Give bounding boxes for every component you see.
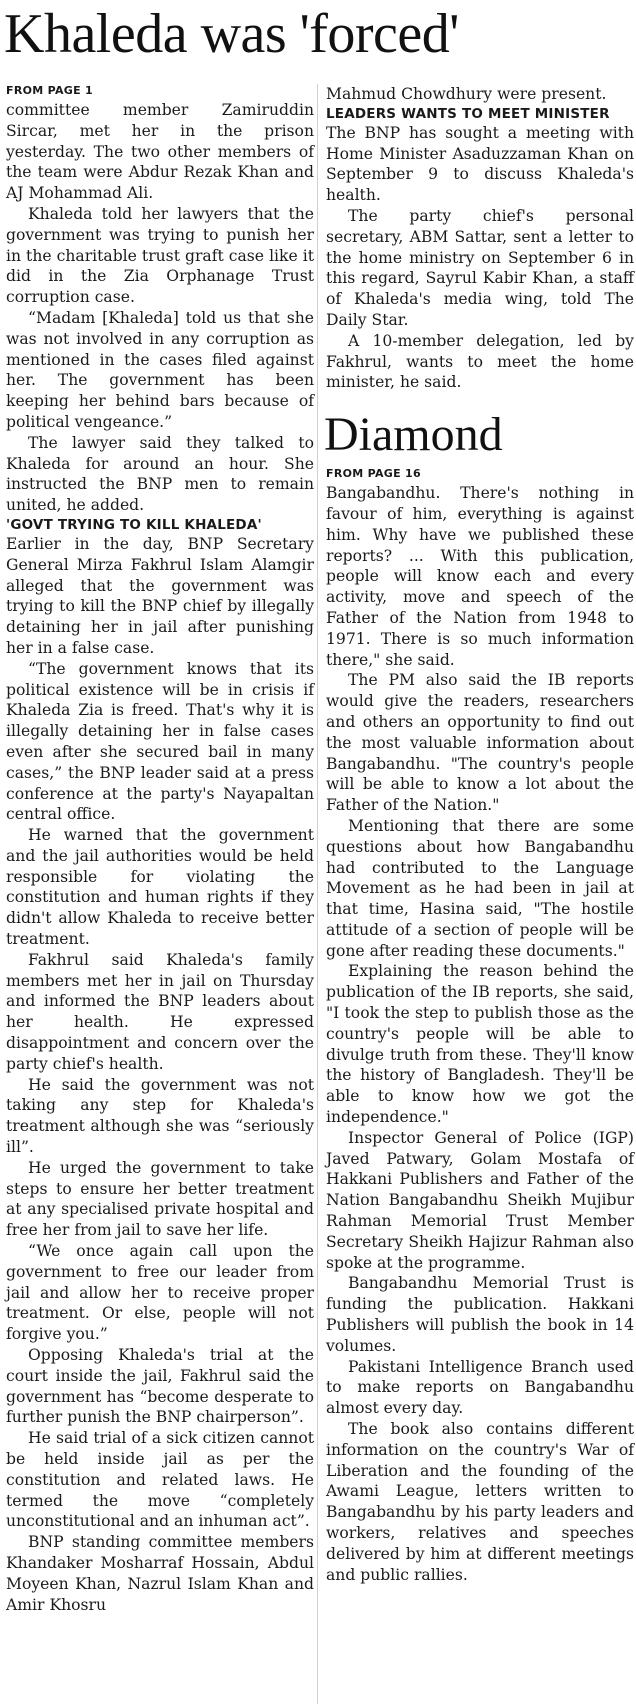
paragraph: He said the government was not taking any step for Khaleda's treatment although she was “seriously ill”. <box>6 1075 314 1157</box>
paragraph: Fakhrul said Khaleda's family members met her in jail on Thursday and informed the BNP leaders about her health. He expressed disappointment and concern over the party chief's health. <box>6 950 314 1073</box>
right-column <box>326 84 634 1585</box>
paragraph: “Madam [Khaleda] told us that she was not involved in any corruption as mentioned in the cases filed against her. The government has been keeping her behind bars because of political vengeance.” <box>6 308 314 431</box>
paragraph: Bangabandhu Memorial Trust is funding the publication. Hakkani Publishers will publish the book in 14 volumes. <box>326 1274 634 1355</box>
paragraph: BNP standing committee members Khandaker Mosharraf Hossain, Abdul Moyeen Khan, Nazrul Islam Khan and Amir Khosru <box>6 1533 314 1614</box>
paragraph: The book also contains different information on the country's War of Liberation and the founding of the Awami League, letters written to Bangabandhu by his party leaders and workers, relatives and speeches delivered by him at different meetings and public rallies. <box>326 1420 634 1584</box>
subheading: 'GOVT TRYING TO KILL KHALEDA' <box>6 516 262 533</box>
paragraph: The party chief's personal secretary, ABM Sattar, sent a letter to the home ministry on September 6 in this regard, Sayrul Kabir Khan, a staff of Khaleda's media wing, told The Daily Star. <box>326 206 634 329</box>
jump-kicker: FROM PAGE 16 <box>326 467 421 481</box>
paragraph: The PM also said the IB reports would give the readers, researchers and others an opportunity to find out the most valuable information about Bangabandhu. "The country's people will be able to know a lot about the Father of the Nation." <box>326 671 634 815</box>
jump-kicker: FROM PAGE 1 <box>6 84 94 97</box>
article-headline-diamond: Diamond <box>324 408 503 462</box>
paragraph: Earlier in the day, BNP Secretary General Mirza Fakhrul Islam Alamgir alleged that the government was trying to kill the BNP chief by illegally detaining her in jail after punishing her in a false case. <box>6 534 314 657</box>
article-headline-khaleda: Khaleda was 'forced' <box>4 3 459 65</box>
column-divider <box>317 84 318 1704</box>
left-column <box>6 84 314 1615</box>
paragraph: “The government knows that its political existence will be in crisis if Khaleda Zia is freed. That's why it is illegally detaining her in false cases even after she secured bail in many cases,” the BNP leader said at a press conference at the party's Nayapaltan central office. <box>6 659 314 824</box>
paragraph: He urged the government to take steps to ensure her better treatment at any specialised private hospital and free her from jail to save her life. <box>6 1158 314 1240</box>
paragraph: He said trial of a sick citizen cannot be held inside jail as per the constitution and related laws. He termed the move “completely unconstitutional and an inhuman act”. <box>6 1429 314 1531</box>
paragraph: Khaleda told her lawyers that the government was trying to punish her in the charitable trust graft case like it did in the Zia Orphanage Trust corruption case. <box>6 204 314 307</box>
paragraph: Opposing Khaleda's trial at the court inside the jail, Fakhrul said the government has “become desperate to further punish the BNP chairperson”. <box>6 1346 314 1427</box>
paragraph: A 10-member delegation, led by Fakhrul, wants to meet the home minister, he said. <box>326 331 634 392</box>
paragraph: The lawyer said they talked to Khaleda for around an hour. She instructed the BNP men to remain united, he added. <box>6 433 314 515</box>
paragraph: Pakistani Intelligence Branch used to make reports on Bangabandhu almost every day. <box>326 1357 634 1418</box>
paragraph: Inspector General of Police (IGP) Javed Patwary, Golam Mostafa of Hakkani Publishers and Father of the Nation Bangabandhu Sheikh Mujibur Rahman Memorial Trust Member Secretary Sheikh Hajizur Rahman also spoke at the programme. <box>326 1128 634 1272</box>
subheading: LEADERS WANTS TO MEET MINISTER <box>326 105 610 122</box>
paragraph: He warned that the government and the jail authorities would be held responsible for violating the constitution and human rights if they didn't allow Khaleda to receive better treatment. <box>6 826 314 949</box>
paragraph: Bangabandhu. There's nothing in favour of him, everything is against him. Why have we published these reports? ... With this publication, people will know each and every activity, move and speech of the Father of the Nation from 1948 to 1971. There is so much information there," she said. <box>326 484 634 669</box>
paragraph: The BNP has sought a meeting with Home Minister Asaduzzaman Khan on September 9 to discuss Khaleda's health. <box>326 123 634 205</box>
paragraph: “We once again call upon the government to free our leader from jail and allow her to receive proper treatment. Or else, people will not forgive you.” <box>6 1242 314 1344</box>
paragraph: Mahmud Chowdhury were present. <box>326 85 607 103</box>
paragraph: Mentioning that there are some questions about how Bangabandhu had contributed to the Language Movement as he had been in jail at that time, Hasina said, "The hostile attitude of a section of people will be gone after reading these documents." <box>326 816 634 960</box>
paragraph: committee member Zamiruddin Sircar, met her in the prison yesterday. The two other members of the team were Abdur Rezak Khan and AJ Mohammad Ali. <box>6 101 314 203</box>
paragraph: Explaining the reason behind the publication of the IB reports, she said, "I took the step to publish those as the country's people will be able to divulge truth from these. They'll know the history of Bangladesh. They'll be able to know how we got the independence." <box>326 962 634 1127</box>
